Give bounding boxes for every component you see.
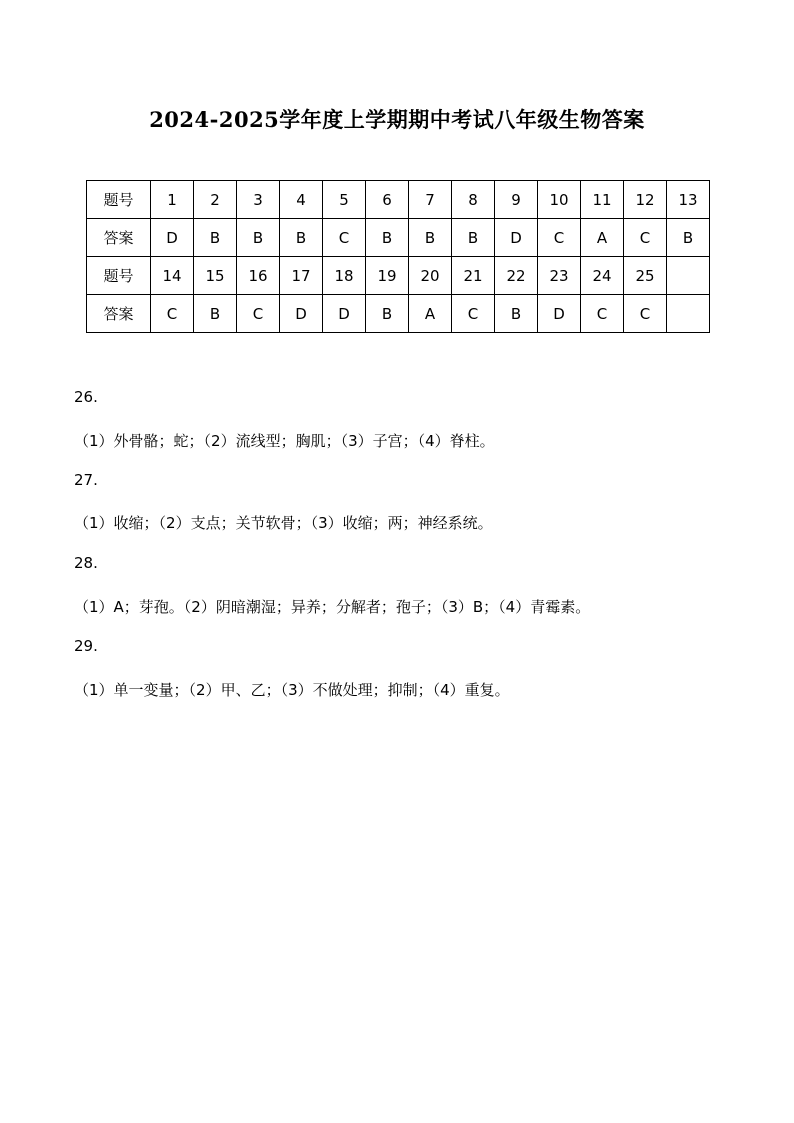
row-label: 题号 — [87, 257, 151, 295]
table-cell: 8 — [452, 181, 495, 219]
question-answer-27: （1）收缩；（2）支点；关节软骨；（3）收缩；两；神经系统。 — [74, 514, 493, 532]
question-number-28: 28. — [74, 554, 98, 572]
table-cell: 15 — [194, 257, 237, 295]
table-cell: C — [237, 295, 280, 333]
question-number-26: 26. — [74, 388, 98, 406]
table-cell: 10 — [538, 181, 581, 219]
row-label: 答案 — [87, 295, 151, 333]
table-cell: B — [194, 219, 237, 257]
table-cell — [667, 257, 710, 295]
table-row — [87, 257, 710, 295]
table-cell: B — [194, 295, 237, 333]
table-cell: 11 — [581, 181, 624, 219]
table-cell: 23 — [538, 257, 581, 295]
table-cell: D — [151, 219, 194, 257]
table-cell: C — [452, 295, 495, 333]
table-cell: 14 — [151, 257, 194, 295]
table-cell: 6 — [366, 181, 409, 219]
table-cell: C — [151, 295, 194, 333]
table-cell: D — [495, 219, 538, 257]
page-title: 2024-2025学年度上学期期中考试八年级生物答案 — [149, 107, 645, 132]
table-cell: C — [538, 219, 581, 257]
table-cell: 17 — [280, 257, 323, 295]
table-cell: 3 — [237, 181, 280, 219]
table-cell: B — [366, 295, 409, 333]
table-cell: 20 — [409, 257, 452, 295]
row-label: 题号 — [87, 181, 151, 219]
table-cell: C — [624, 295, 667, 333]
table-cell: A — [409, 295, 452, 333]
table-cell: 25 — [624, 257, 667, 295]
question-number-29: 29. — [74, 637, 98, 655]
table-cell: 22 — [495, 257, 538, 295]
table-cell: 24 — [581, 257, 624, 295]
question-number-27: 27. — [74, 471, 98, 489]
table-cell — [667, 295, 710, 333]
table-cell: D — [323, 295, 366, 333]
question-answer-29: （1）单一变量；（2）甲、乙；（3）不做处理；抑制；（4）重复。 — [74, 681, 510, 699]
table-cell: D — [280, 295, 323, 333]
table-row — [87, 295, 710, 333]
table-cell: 13 — [667, 181, 710, 219]
table-cell: B — [409, 219, 452, 257]
table-cell: B — [366, 219, 409, 257]
table-cell: B — [667, 219, 710, 257]
table-row — [87, 219, 710, 257]
table-cell: 18 — [323, 257, 366, 295]
question-answer-28: （1）A；芽孢。（2）阴暗潮湿；异养；分解者；孢子；（3）B；（4）青霉素。 — [74, 598, 591, 616]
table-cell: D — [538, 295, 581, 333]
answer-table — [86, 180, 710, 333]
table-cell: 16 — [237, 257, 280, 295]
question-answer-26: （1）外骨骼；蛇；（2）流线型；胸肌；（3）子宫；（4）脊柱。 — [74, 432, 495, 450]
table-cell: C — [624, 219, 667, 257]
table-cell: 1 — [151, 181, 194, 219]
table-cell: B — [280, 219, 323, 257]
table-cell: 12 — [624, 181, 667, 219]
table-cell: C — [323, 219, 366, 257]
table-cell: 21 — [452, 257, 495, 295]
table-cell: A — [581, 219, 624, 257]
table-cell: B — [452, 219, 495, 257]
table-cell: 2 — [194, 181, 237, 219]
row-label: 答案 — [87, 219, 151, 257]
table-cell: 5 — [323, 181, 366, 219]
table-cell: B — [495, 295, 538, 333]
table-row — [87, 181, 710, 219]
table-cell: 19 — [366, 257, 409, 295]
table-cell: C — [581, 295, 624, 333]
table-cell: 9 — [495, 181, 538, 219]
table-cell: 4 — [280, 181, 323, 219]
table-cell: B — [237, 219, 280, 257]
table-cell: 7 — [409, 181, 452, 219]
